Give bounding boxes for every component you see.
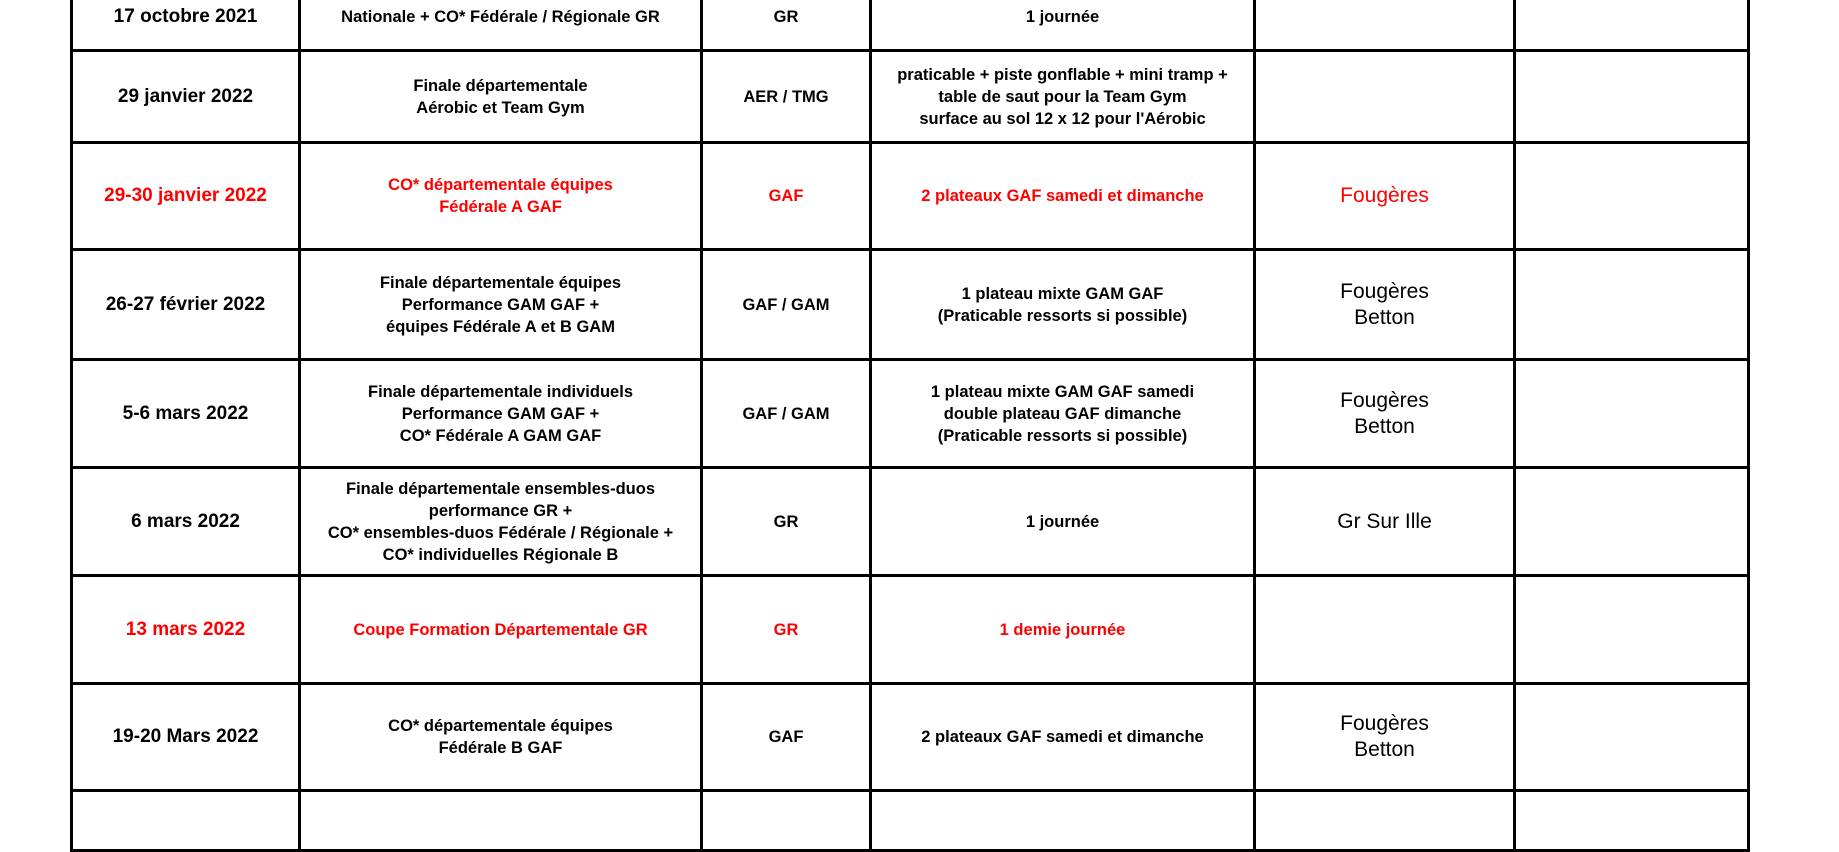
extra-cell xyxy=(1515,468,1749,576)
plateau-cell: 1 journée xyxy=(871,468,1255,576)
extra-cell xyxy=(1515,250,1749,360)
lieu-cell: Gr Sur Ille xyxy=(1255,468,1515,576)
date-cell: 26-27 février 2022 xyxy=(72,250,300,360)
discipline-cell: GR xyxy=(702,0,871,51)
date-cell: 6 mars 2022 xyxy=(72,468,300,576)
discipline-cell: GAF xyxy=(702,143,871,250)
table-row xyxy=(72,468,1749,576)
lieu-cell: Fougères Betton xyxy=(1255,684,1515,791)
plateau-cell: praticable + piste gonflable + mini tramp + table de saut pour la Team Gym surface au sol 12 x 12 pour l'Aérobic xyxy=(871,51,1255,143)
competition-cell: Coupe Formation Départementale GR xyxy=(300,576,702,684)
table-row xyxy=(72,684,1749,791)
plateau-cell: 1 plateau mixte GAM GAF (Praticable ressorts si possible) xyxy=(871,250,1255,360)
table-row xyxy=(72,250,1749,360)
lieu-cell: Fougères xyxy=(1255,143,1515,250)
extra-cell xyxy=(1515,360,1749,468)
schedule-sheet xyxy=(70,0,1747,852)
extra-cell xyxy=(1515,143,1749,250)
plateau-cell: 2 plateaux GAF samedi et dimanche xyxy=(871,684,1255,791)
plateau-cell: 2 plateaux GAF samedi et dimanche xyxy=(871,143,1255,250)
plateau-cell: 1 journée xyxy=(871,0,1255,51)
competition-cell: Finale départementale ensembles-duos performance GR + CO* ensembles-duos Fédérale / Régionale + CO* individuelles Régionale B xyxy=(300,468,702,576)
lieu-cell: Fougères Betton xyxy=(1255,360,1515,468)
date-cell: 5-6 mars 2022 xyxy=(72,360,300,468)
extra-cell xyxy=(1515,0,1749,51)
extra-cell xyxy=(1515,684,1749,791)
discipline-cell: GAF / GAM xyxy=(702,360,871,468)
discipline-cell: GR xyxy=(702,576,871,684)
discipline-cell: GAF xyxy=(702,684,871,791)
table-row xyxy=(72,51,1749,143)
competition-cell: CO* départementale équipes Fédérale B GAF xyxy=(300,684,702,791)
table-row xyxy=(72,360,1749,468)
discipline-cell: AER / TMG xyxy=(702,51,871,143)
lieu-cell xyxy=(1255,51,1515,143)
discipline-cell: GR xyxy=(702,468,871,576)
competition-cell: CO* départementale équipes Fédérale A GAF xyxy=(300,143,702,250)
extra-cell xyxy=(1515,51,1749,143)
date-cell: 29 janvier 2022 xyxy=(72,51,300,143)
date-cell: 29-30 janvier 2022 xyxy=(72,143,300,250)
competition-cell: Finale départementale Aérobic et Team Gym xyxy=(300,51,702,143)
lieu-cell xyxy=(1255,0,1515,51)
lieu-cell xyxy=(1255,576,1515,684)
competition-cell: Nationale + CO* Fédérale / Régionale GR xyxy=(300,0,702,51)
date-cell: 17 octobre 2021 xyxy=(72,0,300,51)
schedule-body xyxy=(72,0,1749,851)
table-row xyxy=(72,0,1749,51)
competition-cell: Finale départementale individuels Performance GAM GAF + CO* Fédérale A GAM GAF xyxy=(300,360,702,468)
date-cell: 19-20 Mars 2022 xyxy=(72,684,300,791)
lieu-cell: Fougères Betton xyxy=(1255,250,1515,360)
plateau-cell: 1 plateau mixte GAM GAF samedi double plateau GAF dimanche (Praticable ressorts si possible) xyxy=(871,360,1255,468)
extra-cell xyxy=(1515,576,1749,684)
plateau-cell: 1 demie journée xyxy=(871,576,1255,684)
competition-schedule-table xyxy=(70,0,1750,852)
table-row xyxy=(72,576,1749,684)
competition-cell: Finale départementale équipes Performance GAM GAF + équipes Fédérale A et B GAM xyxy=(300,250,702,360)
date-cell: 13 mars 2022 xyxy=(72,576,300,684)
discipline-cell: GAF / GAM xyxy=(702,250,871,360)
table-row xyxy=(72,143,1749,250)
